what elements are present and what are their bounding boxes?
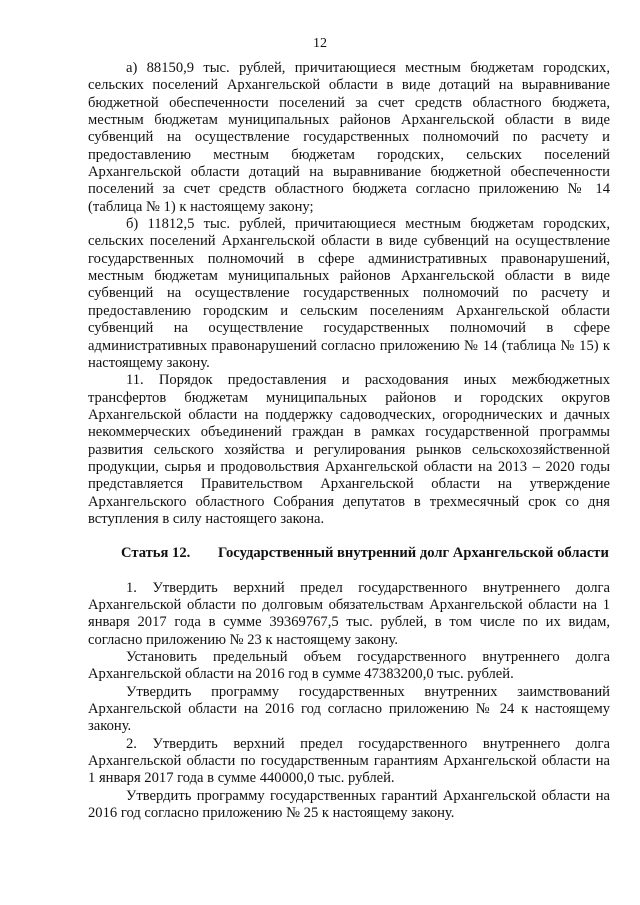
- paragraph-guarantee-program: Утвердить программу государственных гарантий Архангельской области на 2016 год согласно приложению № 25 к настоящему закону.: [88, 787, 610, 822]
- page-number: 12: [313, 36, 327, 51]
- paragraph-11: 11. Порядок предоставления и расходования иных межбюджетных трансфертов бюджетам муниципальных районов и городских округов Архангельской области на поддержку садоводческих, огороднических и дачных некоммерческих объединений граждан в рамках государственной программы развития сельского хозяйства и регулирования рынков сельскохозяйственной продукции, сырья и продовольствия Архангельской области на 2013 – 2020 годы представляется Правительством Архангельской области на утверждение Архангельского областного Собрания депутатов в трехмесячный срок со дня вступления в силу настоящего закона.: [88, 372, 610, 527]
- article-heading: [88, 545, 610, 562]
- article-title: Государственный внутренний долг Архангельской области: [218, 545, 609, 562]
- paragraph-borrowing-program: Утвердить программу государственных внутренних заимствований Архангельской области на 2016 год согласно приложению № 24 к настоящему закону.: [88, 683, 610, 735]
- document-body: [88, 60, 610, 822]
- paragraph-debt-limit: 1. Утвердить верхний предел государственного внутреннего долга Архангельской области по долговым обязательствам Архангельской области на 1 января 2017 года в сумме 39369767,5 тыс. рублей, в том числе по их видам, согласно приложению № 23 к настоящему закону.: [88, 579, 610, 648]
- paragraph-guarantee-limit: 2. Утвердить верхний предел государственного внутреннего долга Архангельской области по государственным гарантиям Архангельской области на 1 января 2017 года в сумме 440000,0 тыс. рублей.: [88, 735, 610, 787]
- paragraph-debt-volume: Установить предельный объем государственного внутреннего долга Архангельской области на 2016 год в сумме 47383200,0 тыс. рублей.: [88, 649, 610, 683]
- article-label: Статья 12.: [121, 545, 191, 562]
- paragraph-b: б) 11812,5 тыс. рублей, причитающиеся местным бюджетам городских, сельских поселений Архангельской области в виде субвенций на осуществление государственных полномочий в сфере административных правонарушений, местным бюджетам муниципальных районов Архангельской области в виде субвенций на осуществление государственных полномочий по расчету и предоставлению городским и сельским поселениям Архангельской области субвенций на осуществление государственных полномочий в сфере административных правонарушений согласно приложению № 14 (таблица № 15) к настоящему закону.: [88, 216, 610, 371]
- paragraph-a: а) 88150,9 тыс. рублей, причитающиеся местным бюджетам городских, сельских поселений Архангельской области в виде дотаций на выравнивание бюджетной обеспеченности поселений за счет средств областного бюджета, местным бюджетам муниципальных районов Архангельской области в виде субвенций на осуществление государственных полномочий по расчету и предоставлению местным бюджетам городских, сельских поселений Архангельской области дотаций на выравнивание бюджетной обеспеченности поселений за счет средств областного бюджета согласно приложению № 14 (таблица № 1) к настоящему закону;: [88, 60, 610, 215]
